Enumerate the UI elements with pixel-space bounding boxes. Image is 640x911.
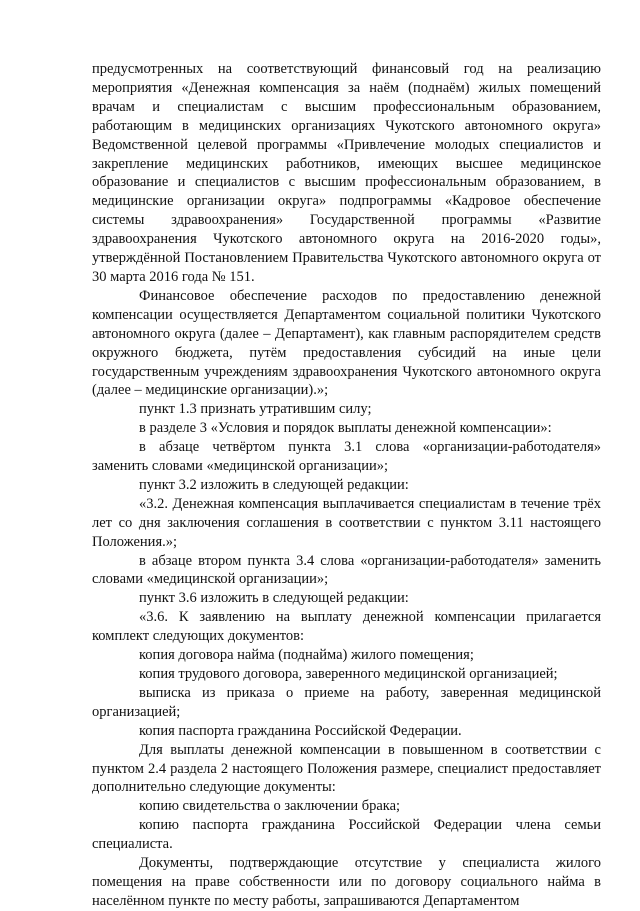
paragraph: «3.2. Денежная компенсация выплачивается специалистам в течение трёх лет со дня заключения соглашения в соответствии с пунктом 3.11 настоящего Положения.»; [92, 495, 601, 550]
paragraph: копия договора найма (поднайма) жилого помещения; [139, 647, 474, 664]
paragraph: Финансовое обеспечение расходов по предоставлению денежной компенсации осуществляется Департаментом социальной политики Чукотского автономного округа (далее – Департамент), как главным распорядителем средств окружного бюджета, путём предоставления субсидий на иные цели государственным учреждениям здравоохранения Чукотского автономного округа (далее – медицинские организации).»; [92, 287, 601, 399]
document-body [92, 60, 601, 911]
paragraph: пункт 3.2 изложить в следующей редакции: [139, 476, 409, 493]
paragraph: пункт 3.6 изложить в следующей редакции: [139, 590, 409, 607]
paragraph: копию свидетельства о заключении брака; [139, 798, 401, 815]
paragraph: в абзаце втором пункта 3.4 слова «организации-работодателя» заменить словами «медицинской организации»; [92, 552, 601, 588]
paragraph: пункт 1.3 признать утратившим силу; [139, 401, 372, 418]
paragraph: выписка из приказа о приеме на работу, заверенная медицинской организацией; [92, 684, 601, 720]
paragraph: в абзаце четвёртом пункта 3.1 слова «организации-работодателя» заменить словами «медицинской организации»; [92, 439, 601, 475]
paragraph: предусмотренных на соответствующий финансовый год на реализацию мероприятия «Денежная компенсация за наём (поднаём) жилых помещений врачам и специалистам с высшим профессиональным образованием, работающим в медицинских организациях Чукотского автономного округа» Ведомственной целевой программы «Привлечение молодых специалистов и закрепление медицинских работников, имеющих высшее медицинское образование и специалистов с высшим профессиональным образованием, в медицинские организации округа» подпрограммы «Кадровое обеспечение системы здравоохранения» Государственной программы «Развитие здравоохранения Чукотского автономного округа на 2016-2020 годы», утверждённой Постановлением Правительства Чукотского автономного округа от 30 марта 2016 года № 151. [92, 61, 601, 285]
paragraph: Для выплаты денежной компенсации в повышенном в соответствии с пунктом 2.4 раздела 2 настоящего Положения размере, специалист предоставляет дополнительно следующие документы: [92, 741, 601, 796]
paragraph: копия трудового договора, заверенного медицинской организацией; [139, 666, 558, 682]
paragraph: копию паспорта гражданина Российской Федерации члена семьи специалиста. [92, 817, 601, 853]
paragraph: копия паспорта гражданина Российской Федерации. [139, 722, 462, 739]
paragraph: «3.6. К заявлению на выплату денежной компенсации прилагается комплект следующих документов: [92, 609, 601, 645]
paragraph: Документы, подтверждающие отсутствие у специалиста жилого помещения на праве собственности или по договору социального найма в населённом пункте по месту работы, запрашиваются Департаментом [92, 855, 601, 909]
paragraph: в разделе 3 «Условия и порядок выплаты денежной компенсации»: [139, 420, 552, 437]
